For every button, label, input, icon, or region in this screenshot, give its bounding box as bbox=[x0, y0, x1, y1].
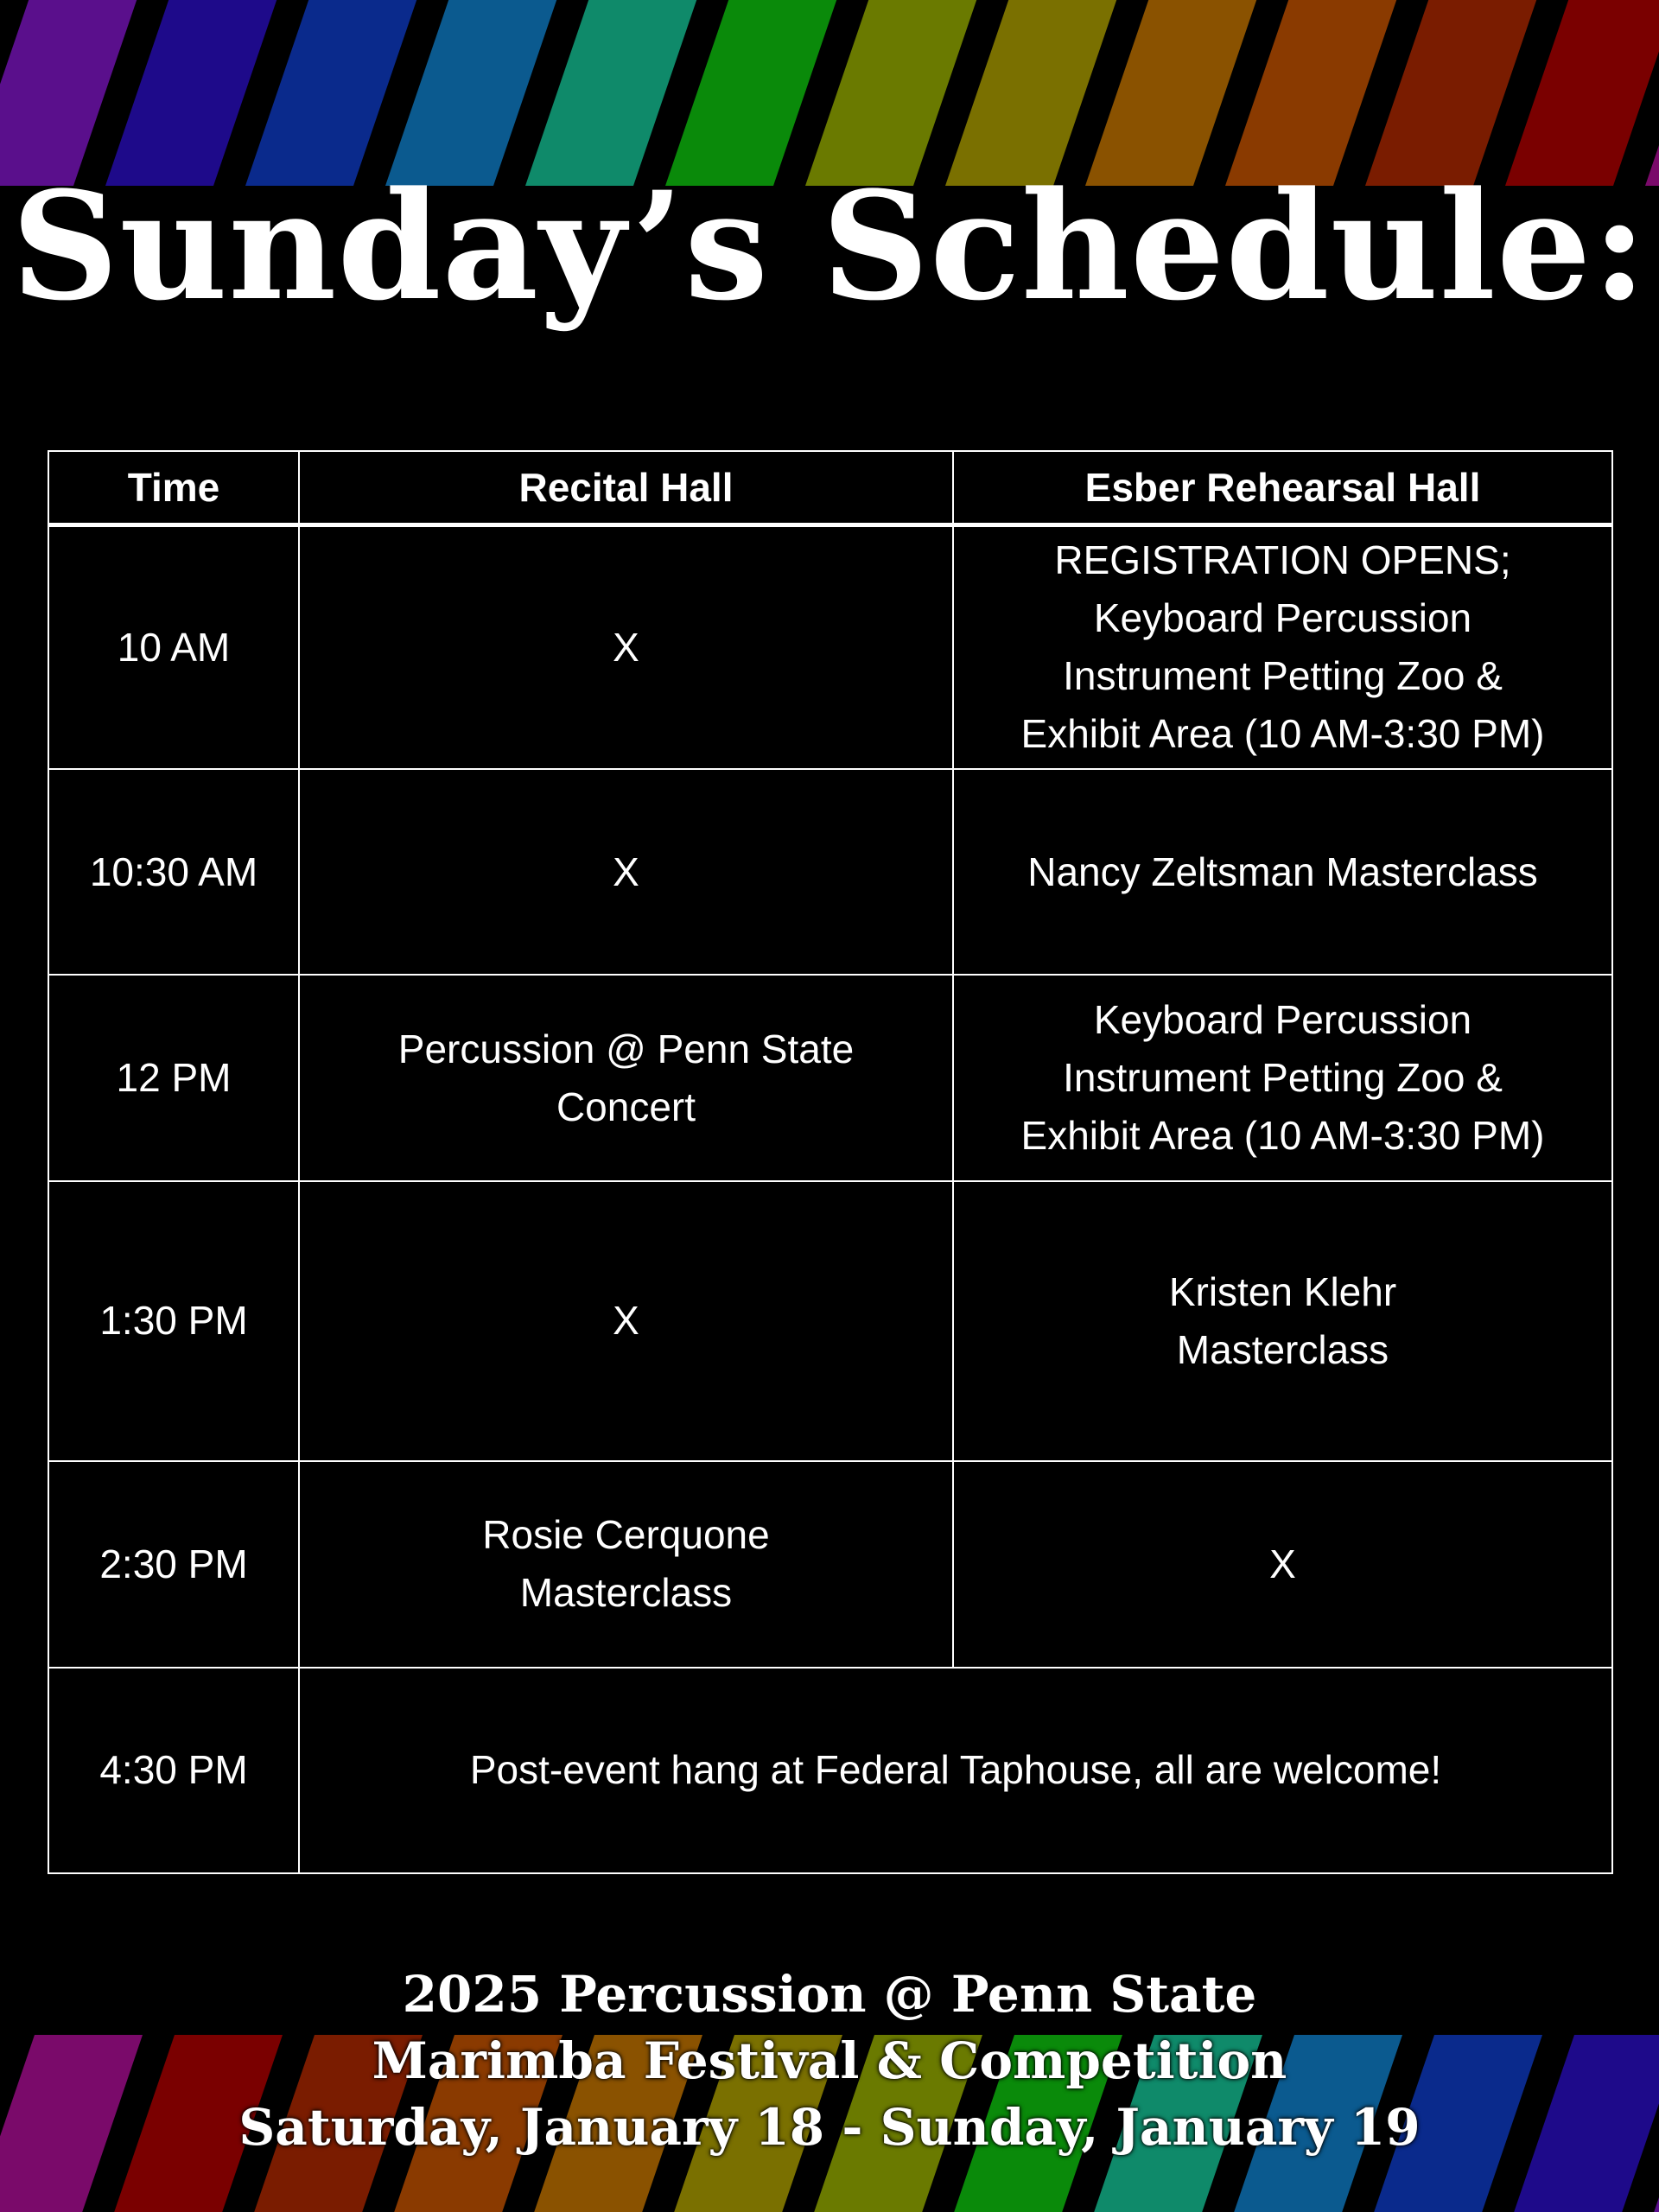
header-time: Time bbox=[48, 451, 299, 525]
event-footer bbox=[0, 1961, 1659, 2161]
recital-cell: X bbox=[299, 525, 953, 769]
time-cell: 12 PM bbox=[48, 975, 299, 1180]
time-cell: 10 AM bbox=[48, 525, 299, 769]
table-row bbox=[48, 1668, 1612, 1873]
esber-cell: Kristen Klehr Masterclass bbox=[953, 1181, 1612, 1462]
footer-line-festival: Marimba Festival & Competition bbox=[372, 2031, 1287, 2090]
recital-cell: X bbox=[299, 1181, 953, 1462]
merged-event-cell: Post-event hang at Federal Taphouse, all are welcome! bbox=[299, 1668, 1612, 1873]
footer-line-dates: Saturday, January 18 - Sunday, January 19 bbox=[238, 2098, 1421, 2157]
esber-cell: Nancy Zeltsman Masterclass bbox=[953, 769, 1612, 975]
table-row bbox=[48, 975, 1612, 1180]
esber-cell: X bbox=[953, 1461, 1612, 1667]
recital-cell: Percussion @ Penn State Concert bbox=[299, 975, 953, 1180]
esber-cell: REGISTRATION OPENS; Keyboard Percussion Instrument Petting Zoo & Exhibit Area (10 AM-3:30 PM) bbox=[953, 525, 1612, 769]
page-title: Sunday’s Schedule: bbox=[11, 158, 1648, 334]
footer-line-event: 2025 Percussion @ Penn State bbox=[402, 1965, 1257, 2024]
table-row bbox=[48, 1461, 1612, 1667]
header-recital-hall: Recital Hall bbox=[299, 451, 953, 525]
recital-cell: X bbox=[299, 769, 953, 975]
table-header-row bbox=[48, 451, 1612, 525]
time-cell: 2:30 PM bbox=[48, 1461, 299, 1667]
table-row bbox=[48, 525, 1612, 769]
time-cell: 4:30 PM bbox=[48, 1668, 299, 1873]
recital-cell: Rosie Cerquone Masterclass bbox=[299, 1461, 953, 1667]
table-row bbox=[48, 1181, 1612, 1462]
header-esber-rehearsal-hall: Esber Rehearsal Hall bbox=[953, 451, 1612, 525]
table-row bbox=[48, 769, 1612, 975]
time-cell: 10:30 AM bbox=[48, 769, 299, 975]
esber-cell: Keyboard Percussion Instrument Petting Zoo & Exhibit Area (10 AM-3:30 PM) bbox=[953, 975, 1612, 1180]
schedule-table bbox=[48, 450, 1613, 1874]
time-cell: 1:30 PM bbox=[48, 1181, 299, 1462]
